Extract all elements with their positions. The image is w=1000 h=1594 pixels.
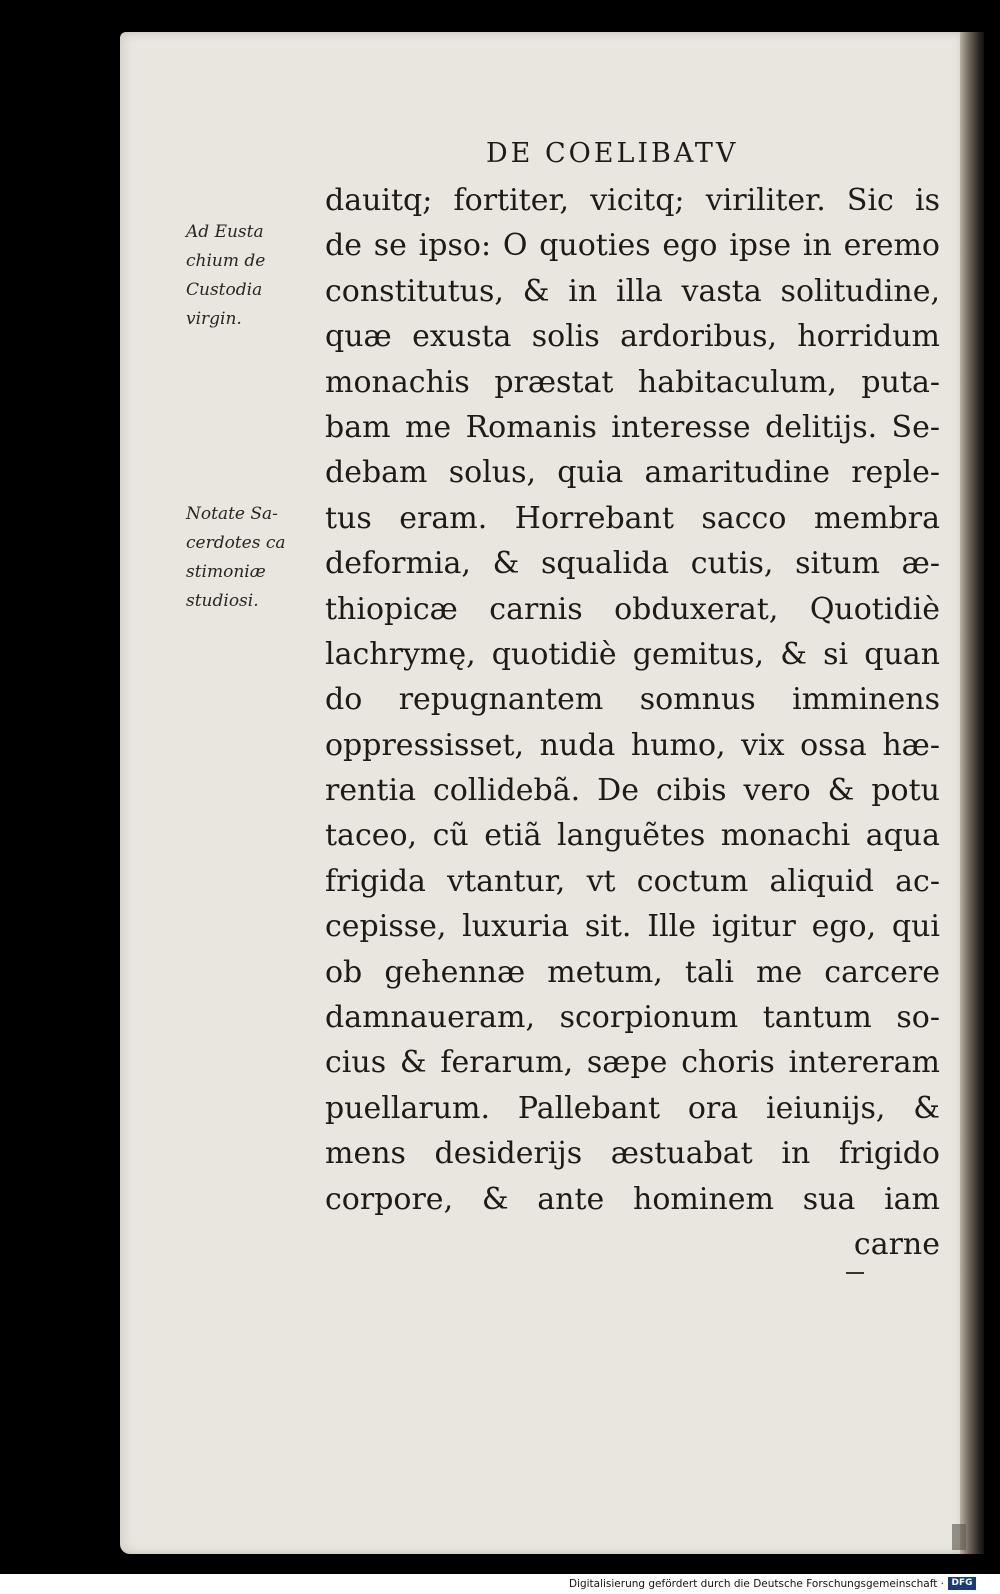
margin-note-line: studiosi. [186, 591, 259, 611]
running-head: DE COELIBATV [486, 138, 739, 169]
text-line: quæ exusta solis ardoribus, horridum [325, 319, 940, 355]
page-edge-shadow [960, 32, 984, 1554]
text-line: mens desiderijs æstuabat in frigido [325, 1136, 940, 1172]
text-line: cepisse, luxuria sit. Ille igitur ego, qui [325, 909, 940, 945]
margin-note-line: cerdotes ca [186, 533, 286, 553]
dfg-logo-icon: DFG [948, 1577, 976, 1590]
text-line: de se ipso: O quoties ego ipse in eremo [325, 228, 940, 264]
text-line: damnaueram, scorpionum tantum so- [325, 1000, 940, 1036]
text-line: deformia, & squalida cutis, situm æ- [325, 546, 940, 582]
margin-note-notate-sacerdotes [186, 500, 286, 616]
text-line: oppressisset, nuda humo, vix ossa hæ- [325, 727, 940, 763]
text-line: monachis præstat habitaculum, puta- [325, 364, 940, 400]
text-line: corpore, & ante hominem sua iam [325, 1181, 940, 1217]
text-line: thiopicæ carnis obduxerat, Quotidiè [325, 591, 940, 627]
text-line: lachrymę, quotidiè gemitus, & si quan [325, 636, 940, 672]
footer-credit: Digitalisierung gefördert durch die Deutsche Forschungsgemeinschaft · [568, 1578, 944, 1590]
margin-note-line: Ad Eusta [186, 222, 264, 242]
text-line: dauitq; fortiter, vicitq; viriliter. Sic is [325, 183, 940, 218]
page-corner-mark [952, 1524, 966, 1550]
margin-note-line: stimoniæ [186, 562, 266, 582]
margin-note-line: Notate Sa- [186, 504, 278, 524]
body-text [325, 178, 940, 1267]
margin-note-ad-eustachium [186, 218, 265, 334]
margin-note-line: Custodia [186, 280, 263, 300]
margin-note-line: chium de [186, 251, 266, 271]
text-line: cius & ferarum, sæpe choris intereram [325, 1045, 940, 1081]
text-line: taceo, cũ etiã languẽtes monachi aqua [325, 818, 940, 854]
text-line: do repugnantem somnus imminens [325, 682, 940, 718]
text-line: constitutus, & in illa vasta solitudine, [325, 273, 940, 309]
margin-note-line: virgin. [186, 309, 242, 329]
text-line: tus eram. Horrebant sacco membra [325, 500, 940, 536]
text-line: frigida vtantur, vt coctum aliquid ac- [325, 863, 940, 899]
text-line: bam me Romanis interesse delitijs. Se- [325, 409, 940, 445]
text-line: puellarum. Pallebant ora ieiunijs, & [325, 1090, 940, 1126]
catchword: carne [853, 1226, 940, 1262]
text-line: rentia collidebã. De cibis vero & potu [325, 773, 940, 809]
catchword-underline [846, 1272, 864, 1274]
text-line: ob gehennæ metum, tali me carcere [325, 954, 940, 990]
text-line: debam solus, quia amaritudine reple- [325, 455, 940, 491]
